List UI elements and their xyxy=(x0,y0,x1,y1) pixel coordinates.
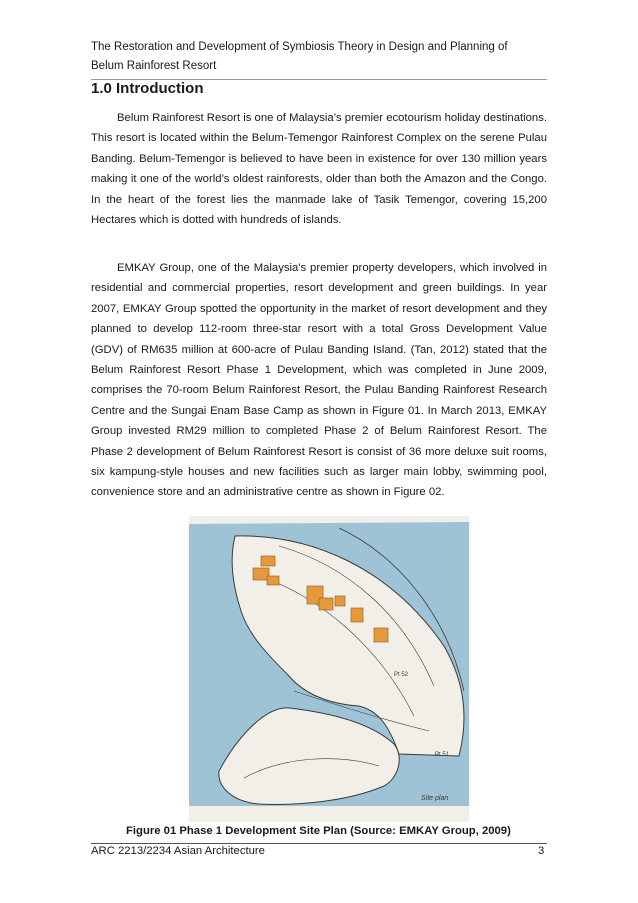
building xyxy=(351,608,363,622)
running-header xyxy=(91,38,547,76)
footer-divider xyxy=(91,843,547,844)
pt52-label: Pt 52 xyxy=(394,672,409,678)
building xyxy=(253,568,269,580)
header-line-1: The Restoration and Development of Symbiosis Theory in Design and Planning of xyxy=(91,41,508,53)
intro-paragraph-1 xyxy=(91,108,547,230)
site-plan-image xyxy=(189,516,469,822)
footer-course: ARC 2213/2234 Asian Architecture xyxy=(91,845,265,857)
building xyxy=(261,556,275,566)
building xyxy=(335,596,345,606)
intro-paragraph-2-text: EMKAY Group, one of the Malaysia's premier property developers, which involved in residential and commercial properties, resort development and green buildings. In year 2007, EMKAY Group spotted the opportunity in the market of resort development and they planned to develop 112-room three-star resort with a total Gross Development Value (GDV) of RM635 million at 600-acre of Pulau Banding Island. (Tan, 2012) stated that the Belum Rainforest Resort Phase 1 Development, which was completed in June 2009, comprises the 70-room Belum Rainforest Resort, the Pulau Banding Rainforest Research Centre and the Sungai Enam Base Camp as shown in Figure 01. In March 2013, EMKAY Group invested RM29 million to completed Phase 2 of Belum Rainforest Resort. The Phase 2 development of Belum Rainforest Resort is consist of 36 more deluxe suit rooms, six kampung-style houses and new facilities such as larger main lobby, swimming pool, convenience store and an administrative centre as shown in Figure 02. xyxy=(91,262,547,499)
header-line-2: Belum Rainforest Resort xyxy=(91,60,217,72)
section-heading: 1.0 Introduction xyxy=(91,80,204,97)
site-plan-label: Site plan xyxy=(421,795,449,802)
intro-paragraph-2 xyxy=(91,258,547,503)
bottom-margin xyxy=(189,806,469,822)
intro-paragraph-1-text: Belum Rainforest Resort is one of Malaysia’s premier ecotourism holiday destinations. This resort is located within the Belum-Temengor Rainforest Complex on the serene Pulau Banding. Belum-Temengor is believed to have been in existence for over 130 million years making it one of the world’s oldest rainforests, older than both the Amazon and the Congo. In the heart of the forest lies the manmade lake of Tasik Temengor, covering 15,200 Hectares which is dotted with hundreds of islands. xyxy=(91,112,547,227)
building xyxy=(267,576,279,585)
page-number: 3 xyxy=(538,845,545,857)
building xyxy=(319,598,333,610)
figure-caption: Figure 01 Phase 1 Development Site Plan (Source: EMKAY Group, 2009) xyxy=(126,825,511,837)
pt51-label: Pt 51 xyxy=(435,752,450,758)
building xyxy=(374,628,388,642)
